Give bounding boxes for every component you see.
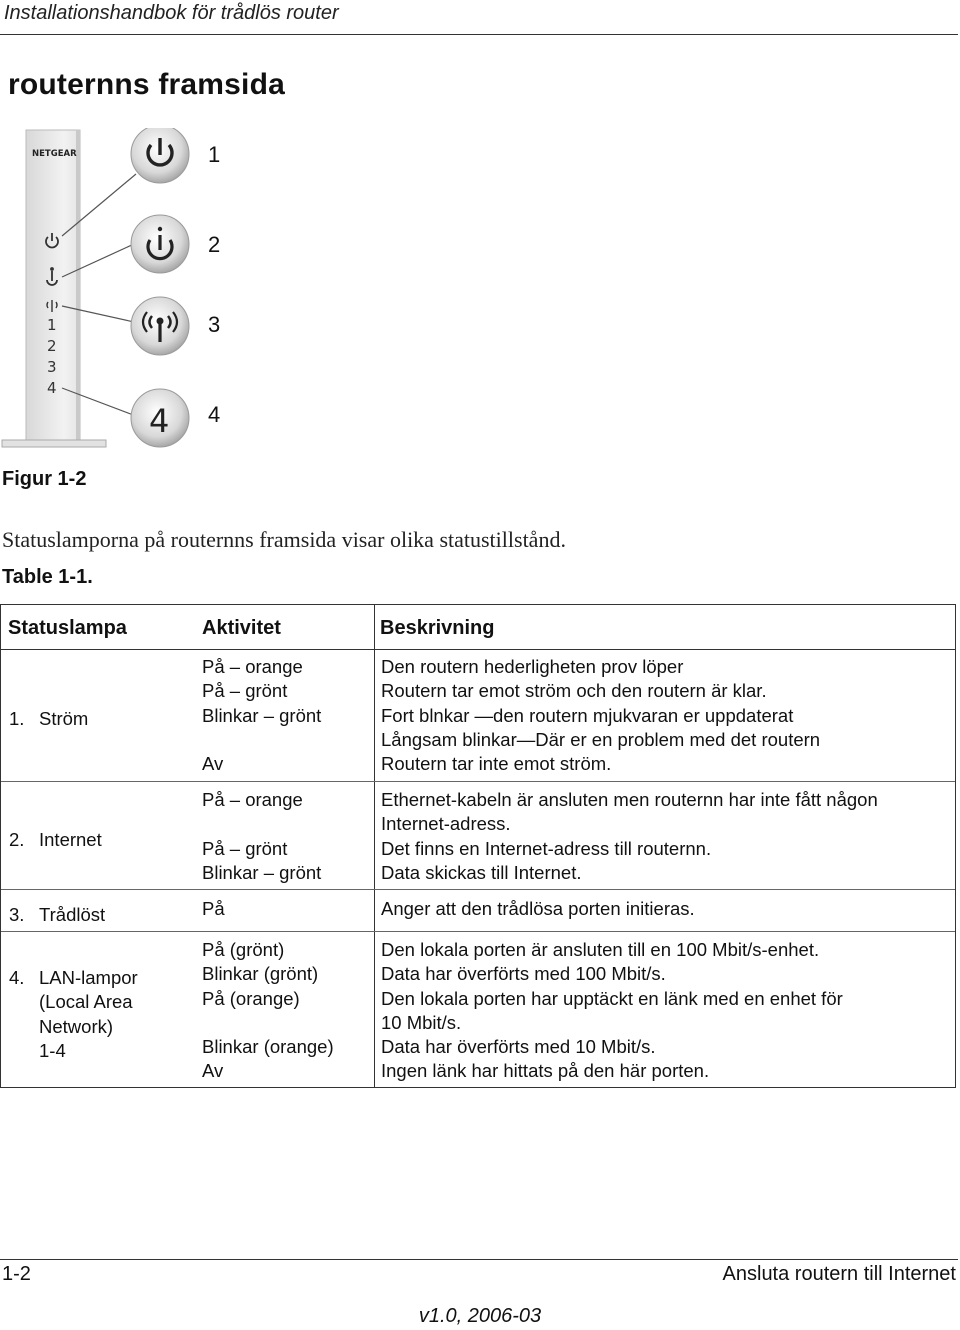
table-row-3-description: Anger att den trådlösa porten initieras. bbox=[381, 898, 695, 919]
column-header-statuslampa: Statuslampa bbox=[8, 617, 127, 639]
table-row-3-lamp: 3. Trådlöst bbox=[9, 904, 106, 925]
column-header-aktivitet: Aktivitet bbox=[202, 617, 281, 639]
figure-caption: Statuslamporna på routernns framsida visar olika statustillstånd. bbox=[2, 527, 566, 552]
running-header-title: Installationshandbok för trådlös router bbox=[4, 2, 339, 24]
callout-power-icon bbox=[131, 128, 189, 183]
router-brand-label: NETGEAR bbox=[32, 149, 77, 159]
footer-divider bbox=[0, 1259, 958, 1260]
panel-label-4: 4 bbox=[47, 379, 57, 397]
callout-number-4: 4 bbox=[208, 402, 221, 427]
table-row-1-description: Den routern hederligheten prov löper Routern tar emot ström och den routern är klar. Fort blnkar —den routern mjukvaran er uppdaterat Långsam blinkar—Där er en problem med det routern Routern tar inte emot ström. bbox=[381, 656, 821, 775]
column-header-beskrivning: Beskrivning bbox=[380, 617, 495, 639]
footer-section-title: Ansluta routern till Internet bbox=[722, 1263, 956, 1285]
callout-lan-4-label: 4 bbox=[149, 402, 170, 440]
table-row-divider bbox=[1, 781, 955, 782]
table-row-4-lamp: 4. LAN-lampor (Local Area Network) 1-4 bbox=[9, 967, 138, 1061]
figure-label: Figur 1-2 bbox=[2, 468, 87, 490]
router-front-figure bbox=[0, 128, 240, 453]
router-illustration bbox=[0, 128, 240, 453]
panel-label-3: 3 bbox=[47, 358, 57, 376]
callout-number-1: 1 bbox=[208, 142, 221, 167]
table-column-divider bbox=[374, 605, 375, 1087]
callout-wireless-icon bbox=[131, 297, 189, 355]
table-row-1-lamp: 1. Ström bbox=[9, 708, 89, 729]
table-header-divider bbox=[1, 649, 955, 650]
status-lamp-table bbox=[0, 604, 956, 1088]
callout-number-3: 3 bbox=[208, 312, 221, 337]
table-row-2-activity: På – orange På – grönt Blinkar – grönt bbox=[202, 789, 322, 883]
footer-page-number: 1-2 bbox=[2, 1263, 31, 1285]
table-label: Table 1-1. bbox=[2, 566, 93, 588]
footer-version: v1.0, 2006-03 bbox=[418, 1305, 542, 1327]
table-row-divider bbox=[1, 931, 955, 932]
table-row-3-activity: På bbox=[202, 898, 225, 919]
header-divider bbox=[0, 34, 958, 35]
panel-label-2: 2 bbox=[47, 337, 57, 355]
callout-internet-icon bbox=[131, 215, 189, 273]
table-row-4-description: Den lokala porten är ansluten till en 100 Mbit/s-enhet. Data har överförts med 100 Mbit/s. Den lokala porten har upptäckt en länk med en enhet för 10 Mbit/s. Data har överförts med 10 Mbit/s. Ingen länk har hittats på den här porten. bbox=[381, 939, 843, 1082]
page-title: routernns framsida bbox=[8, 68, 285, 101]
callout-number-2: 2 bbox=[208, 232, 221, 257]
table-row-2-lamp: 2. Internet bbox=[9, 829, 102, 850]
table-row-divider bbox=[1, 889, 955, 890]
table-row-2-description: Ethernet-kabeln är ansluten men routernn har inte fått någon Internet-adress. Det finns en Internet-adress till routernn. Data skickas till Internet. bbox=[381, 789, 878, 883]
callout-lan-4-icon bbox=[131, 389, 189, 447]
panel-label-1: 1 bbox=[47, 316, 57, 334]
table-row-1-activity: På – orange På – grönt Blinkar – grönt Av bbox=[202, 656, 322, 775]
table-row-4-activity: På (grönt) Blinkar (grönt) På (orange) Blinkar (orange) Av bbox=[202, 939, 334, 1082]
